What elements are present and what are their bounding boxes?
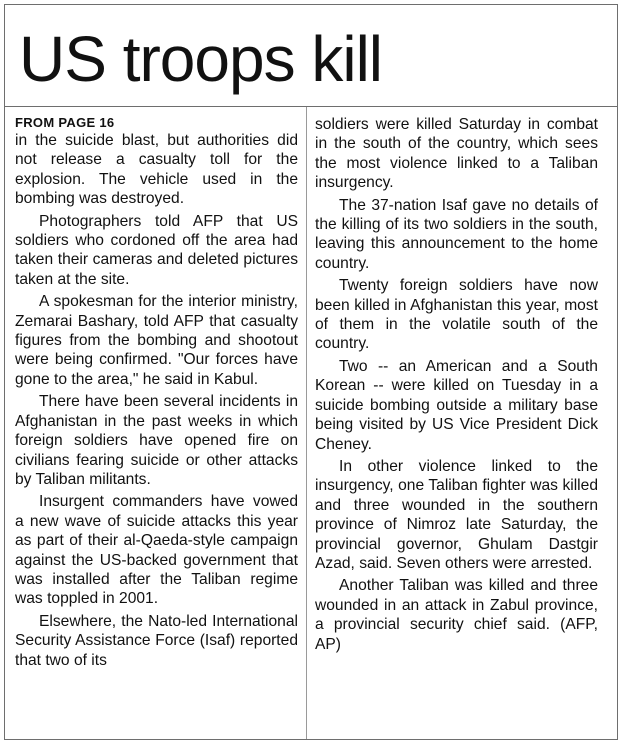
paragraph: soldiers were killed Saturday in combat in the south of the country, which sees the most violence linked to a Taliban insurgency. xyxy=(315,116,598,192)
paragraph: In other violence linked to the insurgency, one Taliban fighter was killed and three wounded in the southern province of Nimroz late Saturday, the provincial governor, Ghulam Dastgir Azad, said. Seven others were arrested. xyxy=(315,457,598,572)
paragraph: The 37-nation Isaf gave no details of the killing of its two soldiers in the south, leaving this announcement to the home country. xyxy=(315,196,598,272)
paragraph: Elsewhere, the Nato-led International Security Assistance Force (Isaf) reported that two of its xyxy=(15,612,298,669)
news-clipping xyxy=(4,4,618,740)
right-column xyxy=(315,115,598,654)
jump-label: FROM PAGE 16 xyxy=(15,115,115,130)
paragraph: Photographers told AFP that US soldiers who cordoned off the area had taken their cameras and deleted pictures taken at the site. xyxy=(15,212,298,288)
paragraph: Two -- an American and a South Korean -- were killed on Tuesday in a suicide bombing outside a military base being visited by US Vice President Dick Cheney. xyxy=(315,357,598,453)
paragraph: Insurgent commanders have vowed a new wave of suicide attacks this year as part of their al-Qaeda-style campaign against the US-backed government that was installed after the Taliban regime was toppled in 2001. xyxy=(15,493,298,608)
paragraph: Another Taliban was killed and three wounded in an attack in Zabul province, a provincial security chief said. (AFP, AP) xyxy=(315,577,598,653)
headline: US troops kill xyxy=(19,23,382,95)
paragraph: in the suicide blast, but authorities did not release a casualty toll for the explosion. The vehicle used in the bombing was destroyed. xyxy=(15,132,298,208)
headline-rule xyxy=(5,106,617,107)
paragraph: There have been several incidents in Afghanistan in the past weeks in which foreign soldiers have opened fire on civilians fearing suicide or other attacks by Taliban militants. xyxy=(15,393,298,488)
paragraph: Twenty foreign soldiers have now been killed in Afghanistan this year, most of them in the volatile south of the country. xyxy=(315,277,598,353)
column-divider xyxy=(306,107,307,740)
left-column xyxy=(15,115,298,670)
paragraph: A spokesman for the interior ministry, Zemarai Bashary, told AFP that casualty figures from the bombing and shootout were being confirmed. "Our forces have gone to the area," he said in Kabul. xyxy=(15,293,298,388)
